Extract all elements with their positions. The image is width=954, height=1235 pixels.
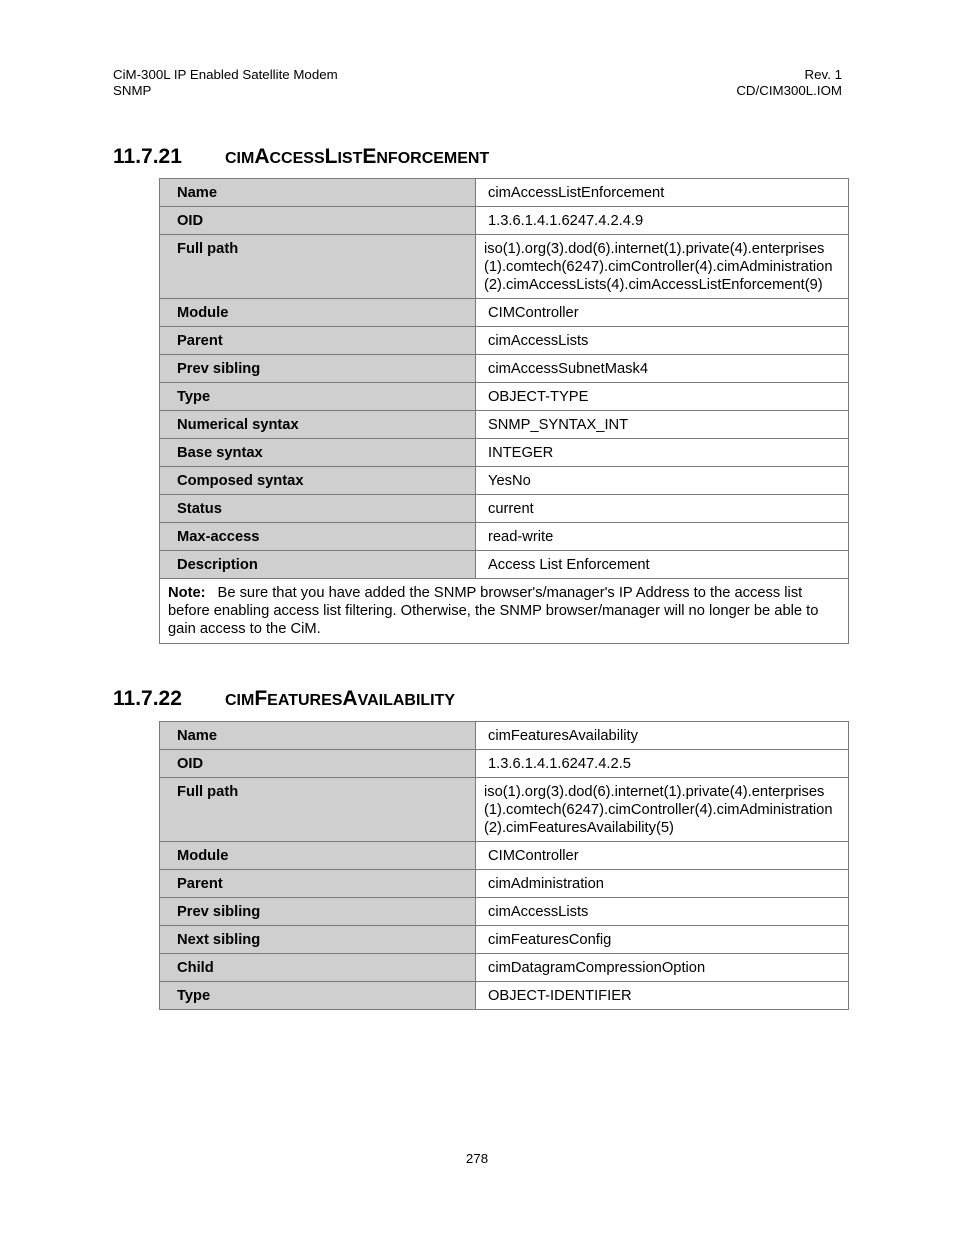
row-value: CIMController (476, 842, 849, 870)
row-label: Composed syntax (160, 467, 476, 495)
table-row (160, 750, 849, 778)
row-value: cimFeaturesAvailability (476, 722, 849, 750)
row-value: SNMP_SYNTAX_INT (476, 411, 849, 439)
table-row (160, 954, 849, 982)
row-value: cimAdministration (476, 870, 849, 898)
row-label: OID (160, 207, 476, 235)
row-label: Prev sibling (160, 898, 476, 926)
table-row (160, 299, 849, 327)
row-value: iso(1).org(3).dod(6).internet(1).private(4).enterprises(1).comtech(6247).cimController(4).cimAdministration(2).cimFeaturesAvailability(5) (476, 778, 849, 842)
section-heading-access-list-enforcement (113, 145, 489, 171)
table-row (160, 842, 849, 870)
row-value: OBJECT-IDENTIFIER (476, 982, 849, 1010)
page-header (113, 67, 842, 99)
row-value: cimAccessListEnforcement (476, 179, 849, 207)
row-value: cimAccessSubnetMask4 (476, 355, 849, 383)
table-row (160, 439, 849, 467)
row-label: Type (160, 383, 476, 411)
row-label: Numerical syntax (160, 411, 476, 439)
row-label: Full path (160, 235, 476, 299)
table-row (160, 235, 849, 299)
property-table-features-availability (159, 721, 849, 1010)
table-row (160, 495, 849, 523)
row-label: Max-access (160, 523, 476, 551)
revision-label: Rev. 1 (804, 67, 842, 82)
row-value: current (476, 495, 849, 523)
note-label: Note: (168, 585, 206, 601)
note-cell (160, 579, 849, 644)
row-value: Access List Enforcement (476, 551, 849, 579)
row-label: Name (160, 722, 476, 750)
property-table-access-list-enforcement (159, 178, 849, 644)
row-value: YesNo (476, 467, 849, 495)
row-label: Description (160, 551, 476, 579)
row-label: Parent (160, 870, 476, 898)
row-value: OBJECT-TYPE (476, 383, 849, 411)
document-code: CD/CIM300L.IOM (736, 83, 842, 98)
section-heading-features-availability (113, 687, 455, 713)
table-row (160, 926, 849, 954)
row-value: CIMController (476, 299, 849, 327)
row-value: 1.3.6.1.4.1.6247.4.2.5 (476, 750, 849, 778)
table-row (160, 207, 849, 235)
row-label: Full path (160, 778, 476, 842)
row-value: read-write (476, 523, 849, 551)
row-label: Base syntax (160, 439, 476, 467)
table-row (160, 523, 849, 551)
note-row (160, 579, 849, 644)
table-row (160, 551, 849, 579)
row-value: cimAccessLists (476, 898, 849, 926)
row-label: OID (160, 750, 476, 778)
row-label: Child (160, 954, 476, 982)
table-row (160, 411, 849, 439)
section-title: CIMACCESSLISTENFORCEMENT (225, 145, 490, 168)
row-label: Parent (160, 327, 476, 355)
row-value: cimFeaturesConfig (476, 926, 849, 954)
table-row (160, 467, 849, 495)
table-row (160, 722, 849, 750)
document-title: CiM-300L IP Enabled Satellite Modem (113, 67, 338, 82)
row-label: Module (160, 842, 476, 870)
row-value: cimDatagramCompressionOption (476, 954, 849, 982)
note-text: Be sure that you have added the SNMP browser's/manager's IP Address to the access list before enabling access list filtering. Otherwise, the SNMP browser/manager will no longer be able to gain access to the CiM. (168, 585, 819, 637)
table-row (160, 355, 849, 383)
section-title: CIMFEATURESAVAILABILITY (225, 687, 456, 710)
table-row (160, 898, 849, 926)
row-label: Next sibling (160, 926, 476, 954)
row-label: Prev sibling (160, 355, 476, 383)
row-value: 1.3.6.1.4.1.6247.4.2.4.9 (476, 207, 849, 235)
table-row (160, 327, 849, 355)
table-row (160, 179, 849, 207)
row-value: iso(1).org(3).dod(6).internet(1).private(4).enterprises(1).comtech(6247).cimController(4).cimAdministration(2).cimAccessLists(4).cimAccessListEnforcement(9) (476, 235, 849, 299)
table-row (160, 383, 849, 411)
section-number: 11.7.22 (113, 687, 182, 710)
row-label: Module (160, 299, 476, 327)
header-row-top (113, 67, 842, 83)
row-label: Name (160, 179, 476, 207)
chapter-name: SNMP (113, 83, 152, 98)
table-row (160, 982, 849, 1010)
row-label: Status (160, 495, 476, 523)
table-row (160, 778, 849, 842)
row-value: INTEGER (476, 439, 849, 467)
section-number: 11.7.21 (113, 145, 182, 168)
row-label: Type (160, 982, 476, 1010)
header-row-bottom (113, 83, 842, 99)
page-number: 278 (465, 1151, 489, 1166)
table-row (160, 870, 849, 898)
row-value: cimAccessLists (476, 327, 849, 355)
